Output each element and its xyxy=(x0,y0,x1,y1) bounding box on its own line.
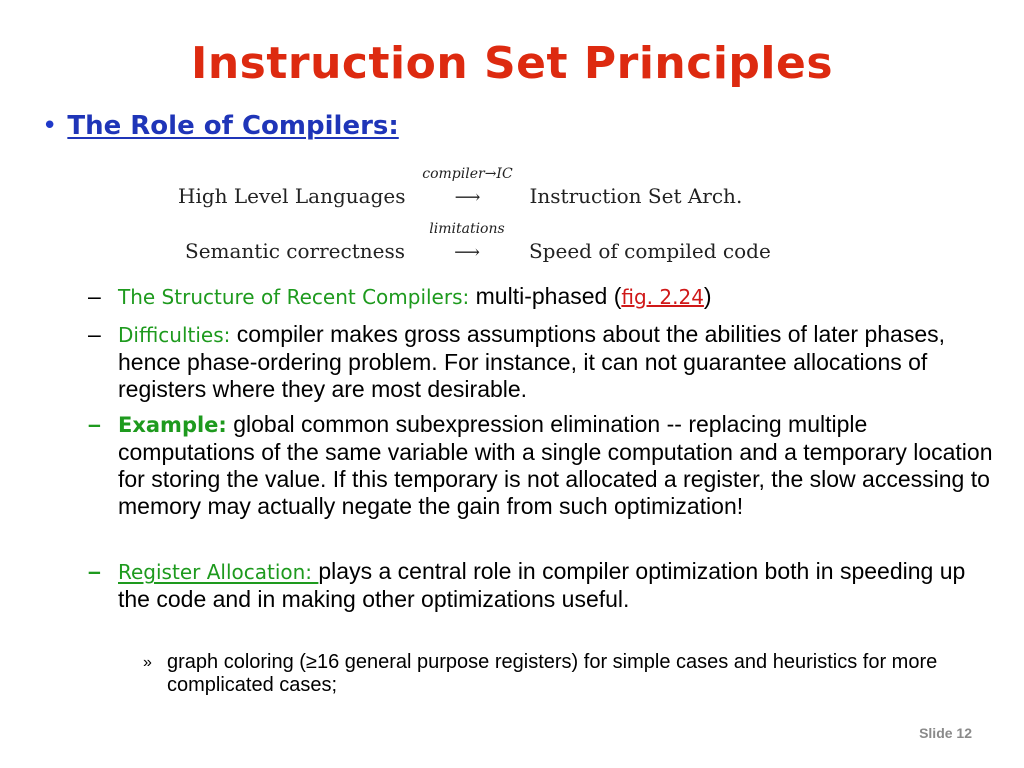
right-arrow-icon: ⟶ xyxy=(454,242,480,263)
item-label: Register Allocation: xyxy=(118,560,319,584)
slide-title: Instruction Set Principles xyxy=(190,38,834,89)
item-text: multi-phased ( xyxy=(469,283,622,309)
formula1-arrow-label: compiler→IC xyxy=(422,166,513,182)
bullet-role-of-compilers xyxy=(42,111,399,141)
sub-list-item-graph-coloring xyxy=(143,651,973,697)
item-text: plays a central role in compiler optimization both in speeding up the code and in making other optimizations useful. xyxy=(118,558,966,612)
list-item-register-allocation xyxy=(88,558,993,613)
item-label: Example: xyxy=(118,413,227,437)
formula1-left: High Level Languages xyxy=(178,184,406,208)
list-item-difficulties xyxy=(88,321,993,403)
list-item-structure xyxy=(88,283,993,311)
formula2-left: Semantic correctness xyxy=(185,239,405,263)
dash-marker: – xyxy=(88,558,101,584)
fig-link[interactable]: fig. 2.24 xyxy=(621,285,704,309)
slide-number: Slide 12 xyxy=(919,725,972,741)
sub-item-text: graph coloring (≥16 general purpose registers) for simple cases and heuristics for more complicated cases; xyxy=(167,651,938,696)
item-text: compiler makes gross assumptions about the abilities of later phases, hence phase-ordering problem. For instance, it can not guarantee allocations of registers where they are most desirable. xyxy=(118,321,946,402)
list-item-example xyxy=(88,411,993,520)
item-text: global common subexpression elimination -- replacing multiple computations of the same variable with a single computation and a temporary location for storing the value. If this temporary is not allocated a register, the slow accessing to memory may actually negate the gain from such optimization! xyxy=(118,411,993,519)
dash-marker: – xyxy=(88,411,101,437)
item-label: The Structure of Recent Compilers: xyxy=(118,285,470,309)
dash-marker: – xyxy=(88,283,101,309)
section-heading: The Role of Compilers: xyxy=(67,111,399,141)
formula2-right: Speed of compiled code xyxy=(528,239,771,263)
bullet-dot: • xyxy=(42,111,58,141)
formula-limitations xyxy=(185,221,771,263)
item-label: Difficulties: xyxy=(118,323,231,347)
dash-marker: – xyxy=(88,321,101,347)
formula2-arrow xyxy=(413,221,521,263)
formula2-arrow-label: limitations xyxy=(429,221,505,237)
formula1-arrow xyxy=(413,166,521,208)
right-arrow-icon: ⟶ xyxy=(454,187,481,208)
formula-compiler xyxy=(178,166,743,208)
raquo-marker: » xyxy=(143,654,152,671)
item-text-after: ) xyxy=(703,283,712,309)
formula1-right: Instruction Set Arch. xyxy=(529,184,743,208)
